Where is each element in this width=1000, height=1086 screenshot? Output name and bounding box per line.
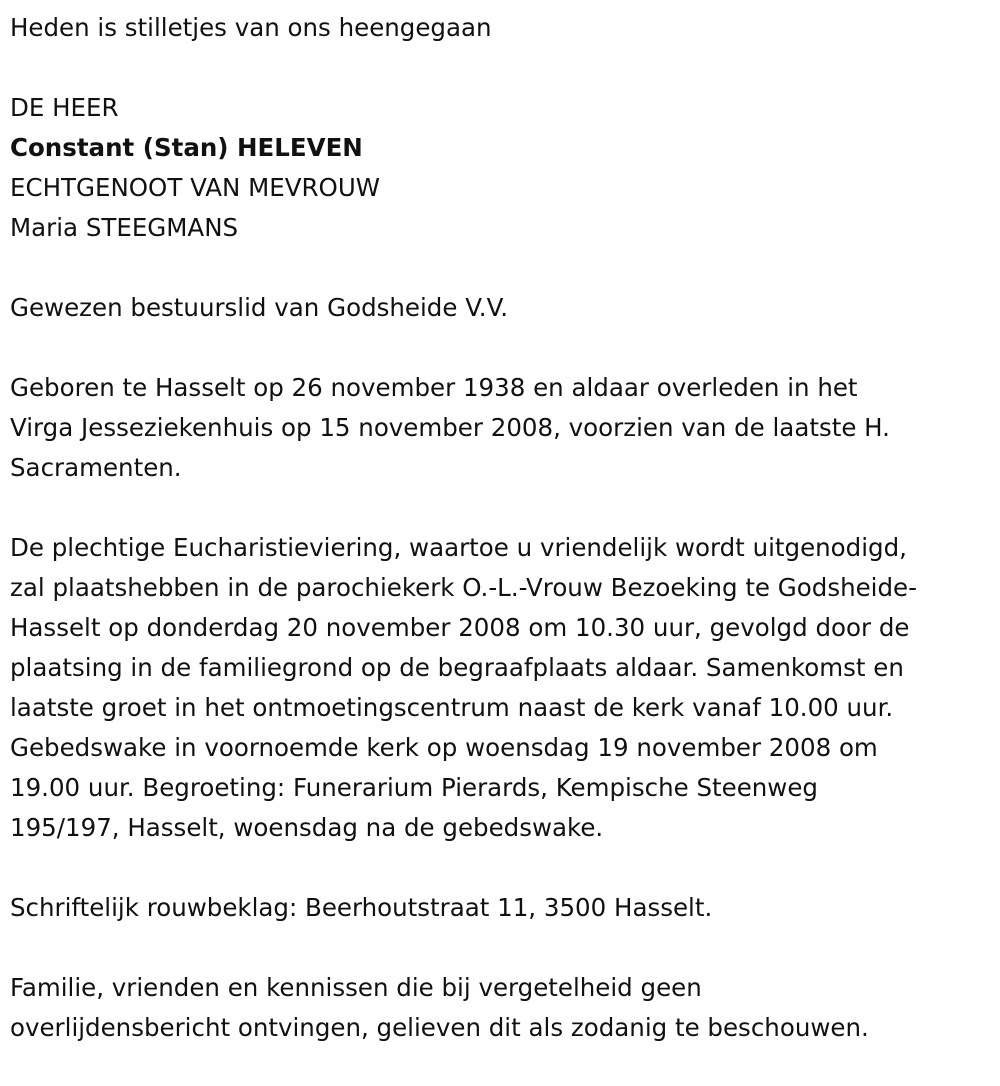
- paragraph-line: laatste groet in het ontmoetingscentrum naast de kerk vanaf 10.00 uur.: [10, 693, 894, 722]
- paragraph-line: Sacramenten.: [10, 453, 182, 482]
- birth-death-paragraph: [10, 368, 990, 488]
- honorific: DE HEER: [10, 93, 119, 122]
- paragraph-line: overlijdensbericht ontvingen, gelieven dit als zodanig te beschouwen.: [10, 1013, 869, 1042]
- paragraph-line: Gebedswake in voornoemde kerk op woensdag 19 november 2008 om: [10, 733, 878, 762]
- paragraph-line: De plechtige Eucharistieviering, waartoe u vriendelijk wordt uitgenodigd,: [10, 533, 907, 562]
- closing-paragraph: [10, 968, 990, 1048]
- spouse-label: ECHTGENOOT VAN MEVROUW: [10, 173, 381, 202]
- paragraph-line: zal plaatshebben in de parochiekerk O.-L.-Vrouw Bezoeking te Godsheide-: [10, 573, 917, 602]
- spacer: [10, 928, 990, 968]
- intro-line: Heden is stilletjes van ons heengegaan: [10, 13, 492, 42]
- paragraph-line: plaatsing in de familiegrond op de begraafplaats aldaar. Samenkomst en: [10, 653, 904, 682]
- spouse-name: Maria STEEGMANS: [10, 213, 239, 242]
- paragraph-line: Hasselt op donderdag 20 november 2008 om 10.30 uur, gevolgd door de: [10, 613, 910, 642]
- paragraph-line: Virga Jesseziekenhuis op 15 november 2008, voorzien van de laatste H.: [10, 413, 890, 442]
- spacer: [10, 248, 990, 288]
- spacer: [10, 328, 990, 368]
- ceremony-paragraph: [10, 528, 990, 848]
- paragraph-line: Familie, vrienden en kennissen die bij vergetelheid geen: [10, 973, 702, 1002]
- paragraph-line: 195/197, Hasselt, woensdag na de gebedswake.: [10, 813, 604, 842]
- paragraph-line: 19.00 uur. Begroeting: Funerarium Pierards, Kempische Steenweg: [10, 773, 818, 802]
- spacer: [10, 848, 990, 888]
- condolence-address: Schriftelijk rouwbeklag: Beerhoutstraat 11, 3500 Hasselt.: [10, 893, 713, 922]
- paragraph-line: Geboren te Hasselt op 26 november 1938 en aldaar overleden in het: [10, 373, 858, 402]
- spacer: [10, 48, 990, 88]
- role-line: Gewezen bestuurslid van Godsheide V.V.: [10, 293, 508, 322]
- deceased-name: Constant (Stan) HELEVEN: [10, 133, 363, 162]
- spacer: [10, 488, 990, 528]
